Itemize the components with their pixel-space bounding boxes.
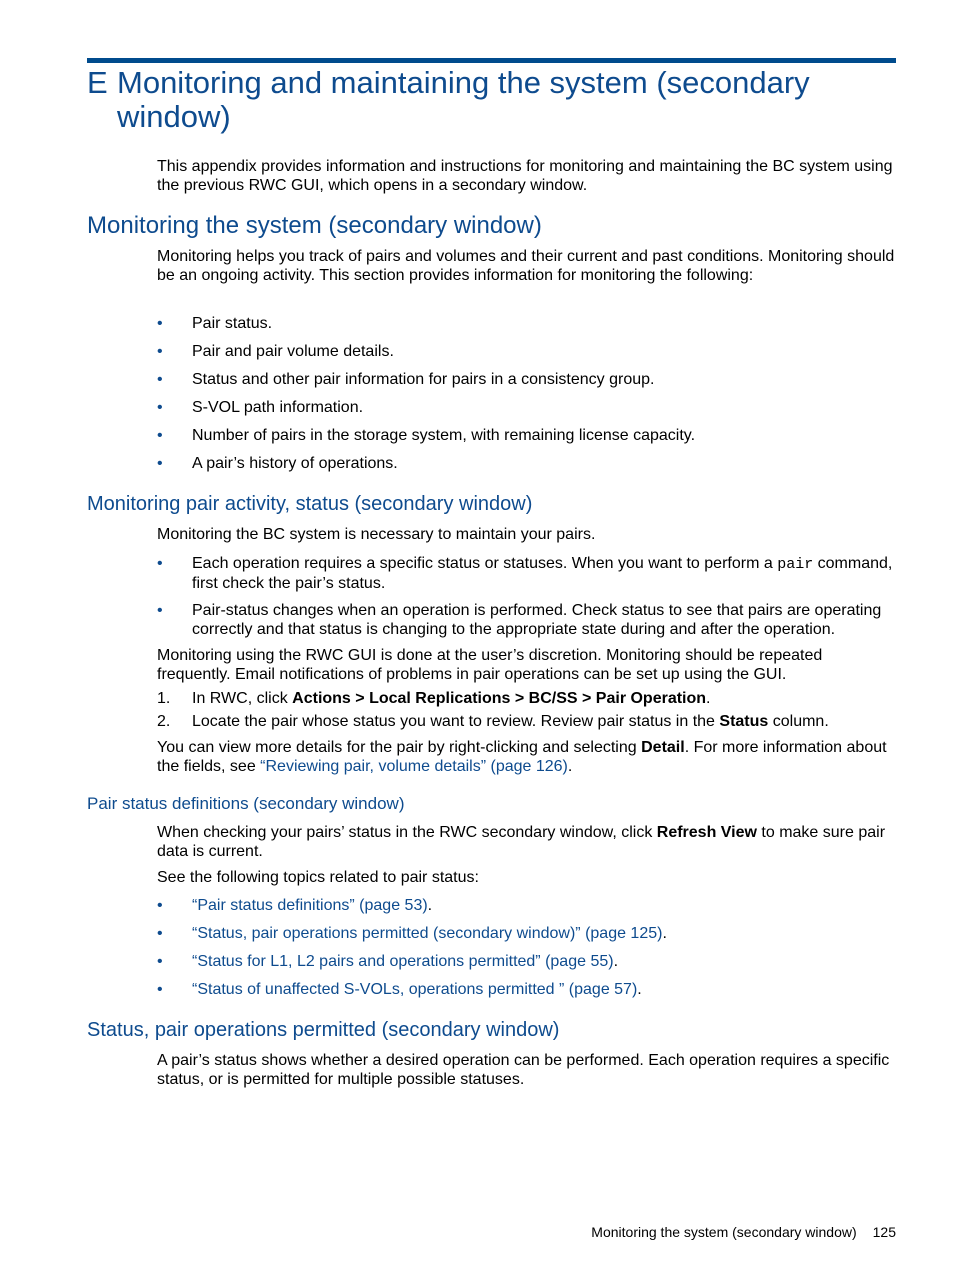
- step-number: 1.: [157, 690, 171, 707]
- bullet-icon: •: [157, 315, 163, 332]
- chapter-title: [87, 66, 896, 134]
- list-item: [157, 342, 899, 361]
- intro-paragraph: This appendix provides information and instructions for monitoring and maintaining the BC system using the previous RWC GUI, which opens in a secondary window.: [157, 158, 893, 194]
- section-title-pair-status: Pair status definitions (secondary window): [87, 794, 405, 813]
- reviewing-pair-link[interactable]: “Reviewing pair, volume details” (page 126): [260, 758, 568, 775]
- list-item: [157, 601, 899, 639]
- bullet-icon: •: [157, 371, 163, 388]
- step-text: Locate the pair whose status you want to review. Review pair status in the: [192, 713, 720, 730]
- bullet-icon: •: [157, 602, 163, 619]
- status-operations-paragraph: A pair’s status shows whether a desired operation can be performed. Each operation requires a specific status, or is permitted for multiple possible statuses.: [157, 1052, 890, 1088]
- pair-status-paragraph-2: See the following topics related to pair status:: [157, 869, 479, 886]
- step-text: .: [706, 690, 711, 707]
- list-item-text: Each operation requires a specific status or statuses. When you want to perform a: [192, 555, 778, 572]
- section-title-monitoring: Monitoring the system (secondary window): [87, 212, 542, 239]
- list-item: [157, 314, 899, 333]
- section-title-status-operations: Status, pair operations permitted (secondary window): [87, 1019, 560, 1041]
- bullet-icon: •: [157, 555, 163, 572]
- pair-activity-paragraph: Monitoring the BC system is necessary to maintain your pairs.: [157, 526, 596, 543]
- footer-title: Monitoring the system (secondary window): [591, 1224, 857, 1240]
- step-text: column.: [768, 713, 829, 730]
- list-item: [157, 370, 899, 389]
- list-item-text: A pair’s history of operations.: [192, 455, 398, 472]
- list-item: [157, 980, 899, 999]
- step-item: [157, 689, 899, 708]
- step-number: 2.: [157, 713, 171, 730]
- related-topic-link[interactable]: “Status for L1, L2 pairs and operations permitted” (page 55): [192, 953, 614, 970]
- list-item: [157, 924, 899, 943]
- chapter-letter: E: [87, 65, 108, 100]
- section-title-pair-activity: Monitoring pair activity, status (secondary window): [87, 493, 533, 515]
- bullet-icon: •: [157, 399, 163, 416]
- status-column-name: Status: [719, 713, 769, 730]
- list-item-text: command, first check the pair’s status.: [192, 555, 893, 592]
- list-item-text: .: [613, 953, 619, 970]
- paragraph-text: .: [567, 758, 573, 775]
- list-item-text: .: [427, 897, 433, 914]
- monitoring-paragraph: Monitoring helps you track of pairs and volumes and their current and past conditions. Monitoring should be an ongoing activity. This section provides information for monitoring the following:: [157, 248, 895, 284]
- chapter-title-text: Monitoring and maintaining the system (secondary window): [117, 65, 810, 134]
- list-item-text: Number of pairs in the storage system, with remaining license capacity.: [192, 427, 696, 444]
- list-item-text: Status and other pair information for pairs in a consistency group.: [192, 371, 655, 388]
- list-item-text: Pair-status changes when an operation is performed. Check status to see that pairs are operating correctly and that status is changing to the appropriate state during and after the operation.: [192, 602, 882, 638]
- bullet-icon: •: [157, 981, 163, 998]
- paragraph-text: When checking your pairs’ status in the RWC secondary window, click: [157, 824, 657, 841]
- related-topic-link[interactable]: “Status of unaffected S-VOLs, operations permitted ” (page 57): [192, 981, 638, 998]
- bullet-icon: •: [157, 427, 163, 444]
- step-text: In RWC, click: [192, 690, 293, 707]
- related-topic-link[interactable]: “Status, pair operations permitted (secondary window)” (page 125): [192, 925, 663, 942]
- list-item: [157, 398, 899, 417]
- list-item: [157, 952, 899, 971]
- related-topic-link[interactable]: “Pair status definitions” (page 53): [192, 897, 428, 914]
- list-item: [157, 554, 899, 593]
- list-item-text: .: [637, 981, 642, 998]
- page-footer: [591, 1223, 896, 1241]
- pair-command-code: pair: [777, 556, 814, 573]
- menu-path: Actions > Local Replications > BC/SS > Pair Operation: [292, 690, 707, 707]
- detail-keyword: Detail: [641, 739, 685, 756]
- pair-status-paragraph: [157, 823, 899, 861]
- chapter-rule: [87, 58, 896, 63]
- details-paragraph: [157, 738, 899, 776]
- bullet-icon: •: [157, 455, 163, 472]
- paragraph-text: to make sure pair data is current.: [157, 824, 886, 860]
- bullet-icon: •: [157, 343, 163, 360]
- page-number: 125: [872, 1224, 896, 1240]
- list-item-text: .: [662, 925, 667, 942]
- list-item: [157, 896, 899, 915]
- list-item-text: Pair status.: [192, 315, 273, 332]
- refresh-view-keyword: Refresh View: [656, 824, 757, 841]
- step-item: [157, 712, 899, 731]
- list-item: [157, 426, 899, 445]
- pair-activity-paragraph-2: Monitoring using the RWC GUI is done at the user’s discretion. Monitoring should be repeated frequently. Email notifications of problems in pair operations can be set up using the GUI.: [157, 647, 823, 683]
- list-item-text: Pair and pair volume details.: [192, 343, 394, 360]
- list-item: [157, 454, 899, 473]
- bullet-icon: •: [157, 897, 163, 914]
- paragraph-text: . For more information about the fields, see: [157, 739, 887, 775]
- paragraph-text: You can view more details for the pair by right-clicking and selecting: [157, 739, 642, 756]
- list-item-text: S-VOL path information.: [192, 399, 364, 416]
- bullet-icon: •: [157, 925, 163, 942]
- bullet-icon: •: [157, 953, 163, 970]
